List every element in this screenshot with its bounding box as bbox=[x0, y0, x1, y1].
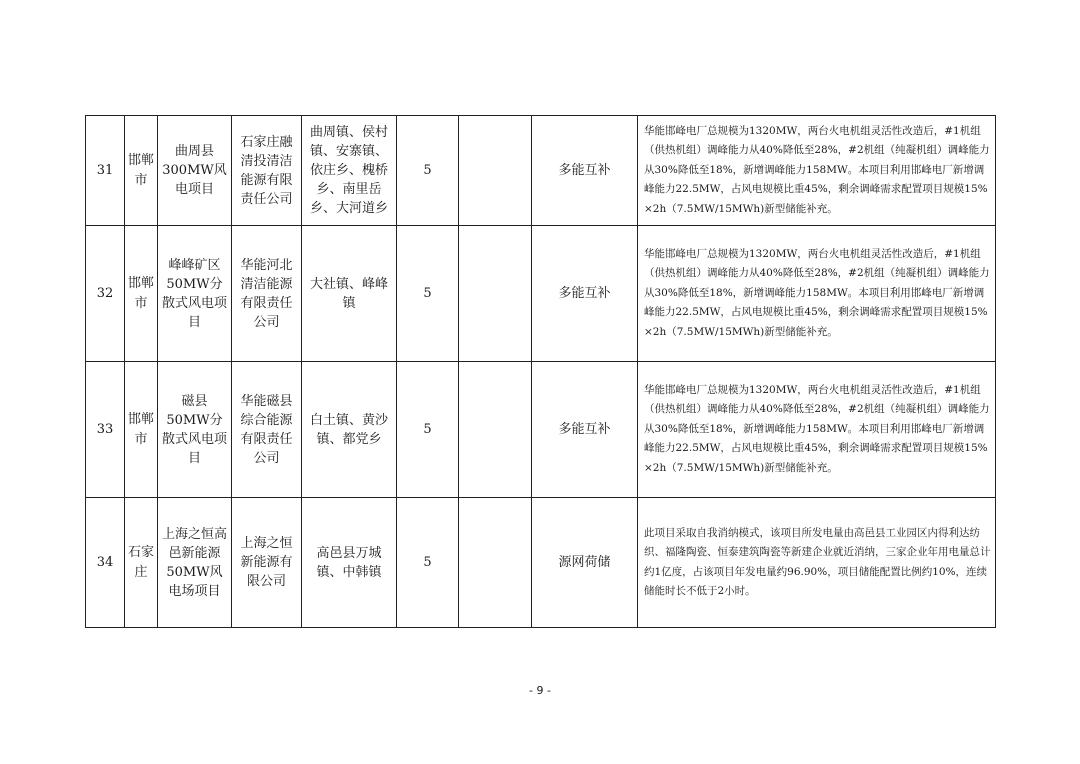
table-row bbox=[86, 498, 996, 628]
towns-cell: 高邑县万城镇、中韩镇 bbox=[302, 498, 397, 628]
mode-cell: 多能互补 bbox=[532, 116, 638, 226]
description-cell: 华能邯峰电厂总规模为1320MW，两台火电机组灵活性改造后，#1机组（供热机组）调峰能力从40%降低至28%，#2机组（纯凝机组）调峰能力从30%降低至18%，新增调峰能力158MW。本项目利用邯峰电厂新增调峰能力22.5MW，占风电规模比重45%，剩余调峰需求配置项目规模15%×2h（7.5MW/15MWh)新型储能补充。 bbox=[638, 362, 996, 498]
mode-cell: 多能互补 bbox=[532, 362, 638, 498]
company-cell: 上海之恒新能源有限公司 bbox=[232, 498, 302, 628]
value-cell: 5 bbox=[397, 362, 459, 498]
table-row bbox=[86, 116, 996, 226]
city-cell: 石家庄 bbox=[125, 498, 158, 628]
empty-cell bbox=[459, 226, 532, 362]
city-cell: 邯郸市 bbox=[125, 226, 158, 362]
row-number: 33 bbox=[86, 362, 125, 498]
description-cell: 华能邯峰电厂总规模为1320MW，两台火电机组灵活性改造后，#1机组（供热机组）调峰能力从40%降低至28%，#2机组（纯凝机组）调峰能力从30%降低至18%，新增调峰能力158MW。本项目利用邯峰电厂新增调峰能力22.5MW，占风电规模比重45%，剩余调峰需求配置项目规模15%×2h（7.5MW/15MWh)新型储能补充。 bbox=[638, 226, 996, 362]
empty-cell bbox=[459, 362, 532, 498]
city-cell: 邯郸市 bbox=[125, 116, 158, 226]
towns-cell: 大社镇、峰峰镇 bbox=[302, 226, 397, 362]
projects-table bbox=[85, 115, 996, 628]
row-number: 34 bbox=[86, 498, 125, 628]
mode-cell: 多能互补 bbox=[532, 226, 638, 362]
towns-cell: 白土镇、黄沙镇、都党乡 bbox=[302, 362, 397, 498]
description-cell: 华能邯峰电厂总规模为1320MW，两台火电机组灵活性改造后，#1机组（供热机组）调峰能力从40%降低至28%，#2机组（纯凝机组）调峰能力从30%降低至18%，新增调峰能力158MW。本项目利用邯峰电厂新增调峰能力22.5MW，占风电规模比重45%，剩余调峰需求配置项目规模15%×2h（7.5MW/15MWh)新型储能补充。 bbox=[638, 116, 996, 226]
project-name-cell: 峰峰矿区50MW分散式风电项目 bbox=[158, 226, 232, 362]
mode-cell: 源网荷储 bbox=[532, 498, 638, 628]
value-cell: 5 bbox=[397, 116, 459, 226]
company-cell: 华能河北清洁能源有限责任公司 bbox=[232, 226, 302, 362]
page-number: - 9 - bbox=[529, 684, 551, 697]
value-cell: 5 bbox=[397, 498, 459, 628]
description-cell: 此项目采取自我消纳模式，该项目所发电量由高邑县工业园区内得利达纺织、福隆陶瓷、恒泰建筑陶瓷等新建企业就近消纳，三家企业年用电量总计约1亿度，占该项目年发电量约96.90%，项目储能配置比例约10%，连续储能时长不低于2小时。 bbox=[638, 498, 996, 628]
project-name-cell: 曲周县300MW风电项目 bbox=[158, 116, 232, 226]
company-cell: 华能磁县综合能源有限责任公司 bbox=[232, 362, 302, 498]
project-name-cell: 磁县50MW分散式风电项目 bbox=[158, 362, 232, 498]
empty-cell bbox=[459, 498, 532, 628]
project-name-cell: 上海之恒高邑新能源50MW风电场项目 bbox=[158, 498, 232, 628]
value-cell: 5 bbox=[397, 226, 459, 362]
table-row bbox=[86, 226, 996, 362]
company-cell: 石家庄融清投清洁能源有限责任公司 bbox=[232, 116, 302, 226]
row-number: 31 bbox=[86, 116, 125, 226]
row-number: 32 bbox=[86, 226, 125, 362]
city-cell: 邯郸市 bbox=[125, 362, 158, 498]
empty-cell bbox=[459, 116, 532, 226]
table-row bbox=[86, 362, 996, 498]
towns-cell: 曲周镇、侯村镇、安寨镇、依庄乡、槐桥乡、南里岳乡、大河道乡 bbox=[302, 116, 397, 226]
